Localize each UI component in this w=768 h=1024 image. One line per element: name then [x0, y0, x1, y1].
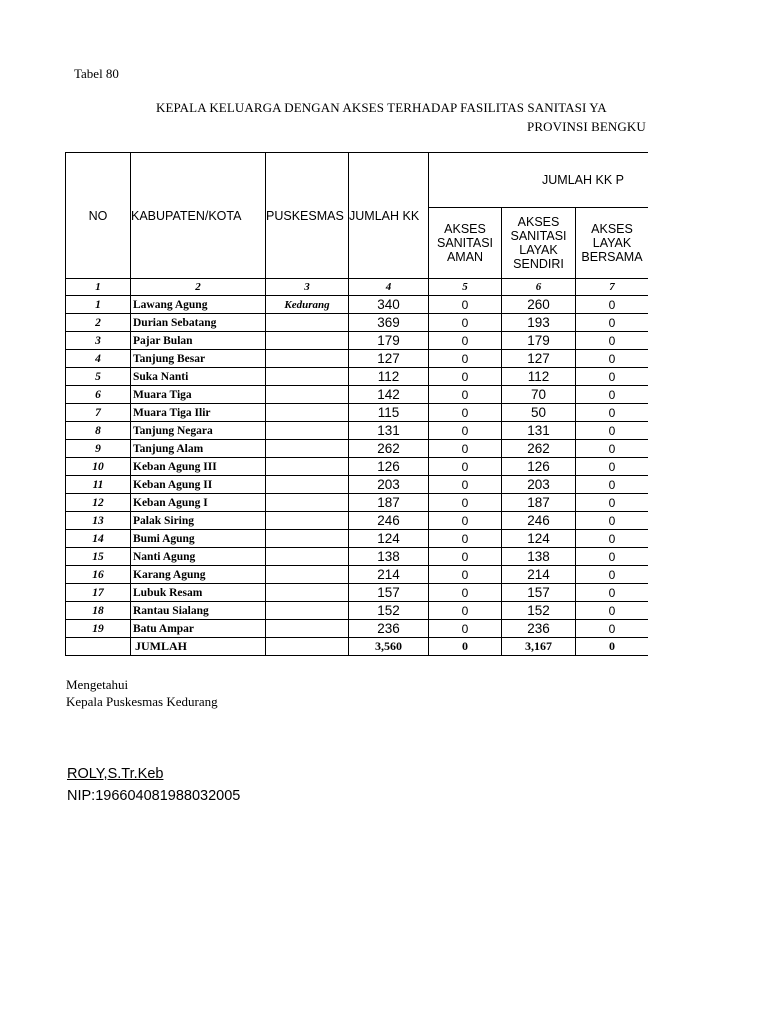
row-jumlah-kk: 369 [349, 314, 429, 332]
row-jumlah-kk: 246 [349, 512, 429, 530]
row-no: 14 [66, 530, 131, 548]
row-akses-layak-bersama: 0 [576, 494, 649, 512]
row-jumlah-kk: 126 [349, 458, 429, 476]
row-puskesmas [266, 548, 349, 566]
row-no: 12 [66, 494, 131, 512]
head-of-puskesmas-label: Kepala Puskesmas Kedurang [66, 694, 218, 709]
row-desa: Durian Sebatang [131, 314, 266, 332]
row-puskesmas [266, 386, 349, 404]
row-puskesmas [266, 350, 349, 368]
col-number: 2 [131, 279, 266, 296]
row-akses-aman: 0 [429, 368, 502, 386]
row-puskesmas [266, 512, 349, 530]
row-desa: Muara Tiga [131, 386, 266, 404]
row-no: 4 [66, 350, 131, 368]
row-akses-layak-sendiri: 131 [502, 422, 576, 440]
row-no: 2 [66, 314, 131, 332]
signer-nip: NIP:196604081988032005 [67, 788, 241, 804]
row-puskesmas [266, 368, 349, 386]
row-desa: Lubuk Resam [131, 584, 266, 602]
row-akses-layak-bersama: 0 [576, 422, 649, 440]
table-row [66, 476, 649, 494]
row-akses-aman: 0 [429, 386, 502, 404]
row-akses-layak-bersama: 0 [576, 386, 649, 404]
row-akses-aman: 0 [429, 332, 502, 350]
total-sendiri: 3,167 [502, 638, 576, 656]
row-desa: Keban Agung III [131, 458, 266, 476]
row-akses-layak-sendiri: 157 [502, 584, 576, 602]
row-desa: Lawang Agung [131, 296, 266, 314]
row-akses-aman: 0 [429, 494, 502, 512]
row-akses-layak-bersama: 0 [576, 512, 649, 530]
col-number: 3 [266, 279, 349, 296]
row-akses-layak-sendiri: 246 [502, 512, 576, 530]
row-akses-layak-sendiri: 260 [502, 296, 576, 314]
row-no: 11 [66, 476, 131, 494]
row-jumlah-kk: 340 [349, 296, 429, 314]
row-akses-layak-sendiri: 179 [502, 332, 576, 350]
total-puskesmas-cell [266, 638, 349, 656]
table-row [66, 530, 649, 548]
header-kabupaten: KABUPATEN/KOTA [131, 153, 266, 279]
table-row [66, 620, 649, 638]
row-no: 8 [66, 422, 131, 440]
row-akses-layak-sendiri: 152 [502, 602, 576, 620]
row-akses-aman: 0 [429, 458, 502, 476]
row-akses-layak-bersama: 0 [576, 314, 649, 332]
row-puskesmas: Kedurang [266, 296, 349, 314]
row-no: 1 [66, 296, 131, 314]
header-jumlah-kk: JUMLAH KK [349, 153, 429, 279]
row-desa: Tanjung Negara [131, 422, 266, 440]
row-akses-aman: 0 [429, 350, 502, 368]
document-title: KEPALA KELUARGA DENGAN AKSES TERHADAP FASILITAS SANITASI YA [156, 100, 607, 115]
table-row [66, 386, 649, 404]
row-puskesmas [266, 530, 349, 548]
row-jumlah-kk: 142 [349, 386, 429, 404]
row-akses-layak-sendiri: 50 [502, 404, 576, 422]
total-kk: 3,560 [349, 638, 429, 656]
table-row [66, 602, 649, 620]
row-puskesmas [266, 584, 349, 602]
row-desa: Keban Agung I [131, 494, 266, 512]
row-jumlah-kk: 214 [349, 566, 429, 584]
total-no-cell [66, 638, 131, 656]
table-row [66, 368, 649, 386]
row-desa: Keban Agung II [131, 476, 266, 494]
row-no: 17 [66, 584, 131, 602]
row-no: 3 [66, 332, 131, 350]
header-jumlah-kk-group: JUMLAH KK P [429, 153, 649, 208]
row-akses-aman: 0 [429, 440, 502, 458]
table-number: Tabel 80 [74, 66, 119, 81]
row-no: 10 [66, 458, 131, 476]
header-akses-layak-sendiri: AKSES SANITASI LAYAK SENDIRI [502, 208, 576, 279]
total-row [66, 638, 649, 656]
row-desa: Batu Ampar [131, 620, 266, 638]
row-jumlah-kk: 203 [349, 476, 429, 494]
header-akses-aman: AKSES SANITASI AMAN [429, 208, 502, 279]
row-desa: Palak Siring [131, 512, 266, 530]
row-akses-aman: 0 [429, 584, 502, 602]
total-label: JUMLAH [131, 638, 266, 656]
row-no: 5 [66, 368, 131, 386]
col-number: 1 [66, 279, 131, 296]
row-jumlah-kk: 236 [349, 620, 429, 638]
row-akses-layak-bersama: 0 [576, 530, 649, 548]
row-no: 18 [66, 602, 131, 620]
row-akses-aman: 0 [429, 548, 502, 566]
row-akses-aman: 0 [429, 404, 502, 422]
row-jumlah-kk: 112 [349, 368, 429, 386]
row-puskesmas [266, 422, 349, 440]
row-akses-aman: 0 [429, 566, 502, 584]
row-akses-layak-sendiri: 70 [502, 386, 576, 404]
row-akses-layak-bersama: 0 [576, 350, 649, 368]
col-number: 4 [349, 279, 429, 296]
sanitation-table [65, 152, 648, 656]
row-desa: Pajar Bulan [131, 332, 266, 350]
total-bersama: 0 [576, 638, 649, 656]
row-akses-layak-bersama: 0 [576, 566, 649, 584]
table-row [66, 314, 649, 332]
row-akses-aman: 0 [429, 314, 502, 332]
row-akses-layak-bersama: 0 [576, 602, 649, 620]
row-jumlah-kk: 152 [349, 602, 429, 620]
col-number: 5 [429, 279, 502, 296]
total-aman: 0 [429, 638, 502, 656]
row-no: 19 [66, 620, 131, 638]
row-jumlah-kk: 131 [349, 422, 429, 440]
row-puskesmas [266, 566, 349, 584]
row-akses-layak-bersama: 0 [576, 296, 649, 314]
row-akses-layak-bersama: 0 [576, 476, 649, 494]
table-row [66, 584, 649, 602]
row-akses-layak-sendiri: 138 [502, 548, 576, 566]
row-akses-aman: 0 [429, 512, 502, 530]
row-puskesmas [266, 620, 349, 638]
row-jumlah-kk: 262 [349, 440, 429, 458]
row-akses-aman: 0 [429, 296, 502, 314]
row-akses-aman: 0 [429, 530, 502, 548]
row-desa: Tanjung Besar [131, 350, 266, 368]
data-table-viewport [65, 152, 648, 661]
row-puskesmas [266, 494, 349, 512]
row-desa: Suka Nanti [131, 368, 266, 386]
table-row [66, 404, 649, 422]
row-no: 9 [66, 440, 131, 458]
header-puskesmas: PUSKESMAS [266, 153, 349, 279]
header-no: NO [66, 153, 131, 279]
signer-name: ROLY,S.Tr.Keb [67, 766, 164, 782]
row-akses-layak-bersama: 0 [576, 620, 649, 638]
row-akses-aman: 0 [429, 422, 502, 440]
row-akses-layak-sendiri: 112 [502, 368, 576, 386]
row-desa: Karang Agung [131, 566, 266, 584]
row-akses-aman: 0 [429, 602, 502, 620]
row-jumlah-kk: 127 [349, 350, 429, 368]
row-puskesmas [266, 602, 349, 620]
row-jumlah-kk: 124 [349, 530, 429, 548]
row-desa: Bumi Agung [131, 530, 266, 548]
row-no: 7 [66, 404, 131, 422]
row-jumlah-kk: 179 [349, 332, 429, 350]
row-akses-aman: 0 [429, 620, 502, 638]
row-jumlah-kk: 187 [349, 494, 429, 512]
row-no: 16 [66, 566, 131, 584]
table-row [66, 512, 649, 530]
table-row [66, 440, 649, 458]
row-jumlah-kk: 138 [349, 548, 429, 566]
row-puskesmas [266, 458, 349, 476]
row-akses-layak-sendiri: 236 [502, 620, 576, 638]
row-no: 13 [66, 512, 131, 530]
row-jumlah-kk: 157 [349, 584, 429, 602]
table-row [66, 548, 649, 566]
row-puskesmas [266, 440, 349, 458]
row-akses-layak-bersama: 0 [576, 332, 649, 350]
row-akses-layak-sendiri: 193 [502, 314, 576, 332]
row-no: 6 [66, 386, 131, 404]
row-desa: Rantau Sialang [131, 602, 266, 620]
table-row [66, 296, 649, 314]
col-number: 6 [502, 279, 576, 296]
row-puskesmas [266, 332, 349, 350]
row-jumlah-kk: 115 [349, 404, 429, 422]
row-akses-layak-sendiri: 214 [502, 566, 576, 584]
row-puskesmas [266, 314, 349, 332]
table-row [66, 494, 649, 512]
row-akses-layak-bersama: 0 [576, 458, 649, 476]
table-row [66, 350, 649, 368]
header-akses-layak-bersama: AKSES LAYAK BERSAMA [576, 208, 649, 279]
row-akses-layak-sendiri: 203 [502, 476, 576, 494]
row-akses-layak-sendiri: 187 [502, 494, 576, 512]
acknowledged-label: Mengetahui [66, 677, 129, 692]
row-no: 15 [66, 548, 131, 566]
table-row [66, 332, 649, 350]
table-row [66, 422, 649, 440]
row-puskesmas [266, 476, 349, 494]
row-desa: Tanjung Alam [131, 440, 266, 458]
row-akses-layak-bersama: 0 [576, 404, 649, 422]
row-desa: Nanti Agung [131, 548, 266, 566]
row-desa: Muara Tiga Ilir [131, 404, 266, 422]
row-akses-layak-sendiri: 262 [502, 440, 576, 458]
row-akses-layak-sendiri: 127 [502, 350, 576, 368]
row-akses-layak-sendiri: 126 [502, 458, 576, 476]
row-akses-layak-sendiri: 124 [502, 530, 576, 548]
row-akses-layak-bersama: 0 [576, 584, 649, 602]
row-akses-layak-bersama: 0 [576, 368, 649, 386]
document-subtitle: PROVINSI BENGKU [527, 119, 646, 134]
table-row [66, 458, 649, 476]
table-row [66, 566, 649, 584]
row-akses-layak-bersama: 0 [576, 548, 649, 566]
row-akses-aman: 0 [429, 476, 502, 494]
col-number: 7 [576, 279, 649, 296]
row-akses-layak-bersama: 0 [576, 440, 649, 458]
row-puskesmas [266, 404, 349, 422]
